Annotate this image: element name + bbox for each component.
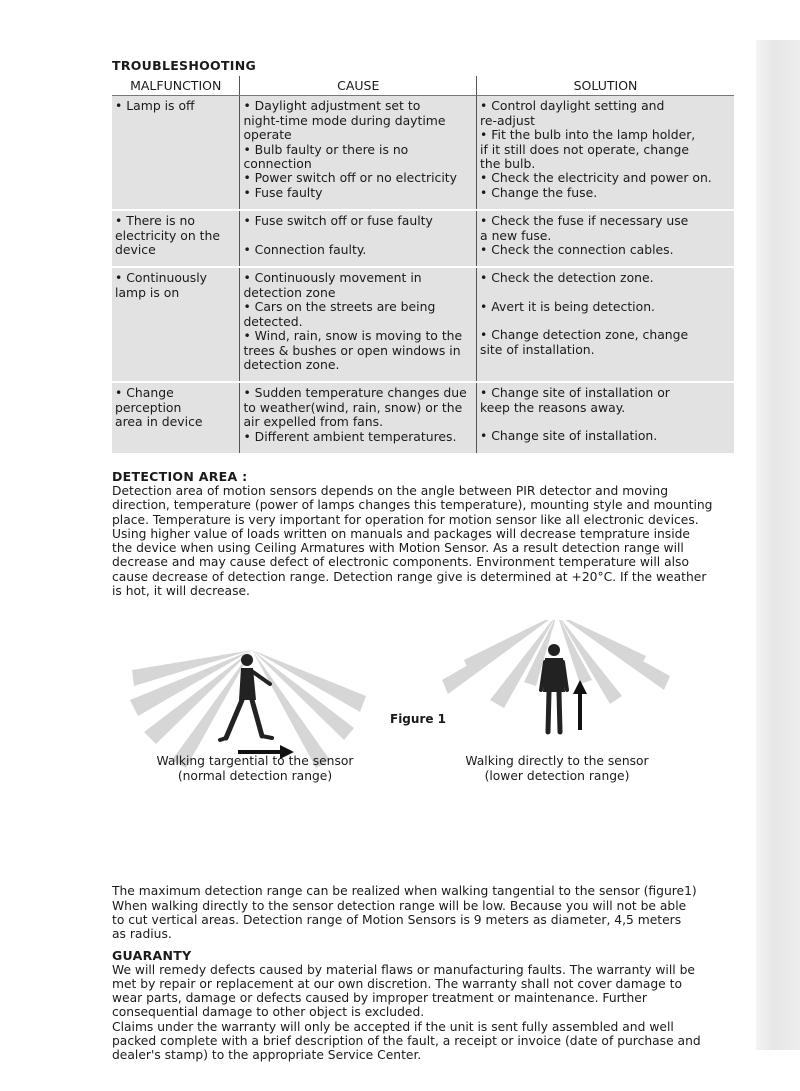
right-figure-caption <box>432 754 682 784</box>
text-line: Claims under the warranty will only be accepted if the unit is sent fully assembled and well <box>112 1019 674 1034</box>
cell-malfunction <box>112 267 240 382</box>
table-row <box>112 210 734 267</box>
cell-line: • Change detection zone, change <box>480 327 689 343</box>
text-line: direction, temperature (power of lamps changes this temperature), mounting style and mounting <box>112 498 713 513</box>
text-line: consequential damage to other object is excluded. <box>112 1005 425 1020</box>
troubleshooting-title: TROUBLESHOOTING <box>112 58 257 73</box>
cell-line: • Different ambient temperatures. <box>243 428 457 444</box>
text-line: When walking directly to the sensor detection range will be low. Because you will not be able <box>112 898 687 913</box>
left-figure-caption <box>130 754 380 784</box>
cell-cause <box>240 210 477 267</box>
text-line: Detection area of motion sensors depends on the angle between PIR detector and moving <box>112 483 669 498</box>
cell-line: detection zone. <box>243 356 340 372</box>
cell-line: • Lamp is off <box>115 98 195 114</box>
text-line: We will remedy defects caused by material flaws or manufacturing faults. The warranty will be <box>112 962 695 977</box>
cell-line: • Power switch off or no electricity <box>243 170 457 186</box>
cell-line: detection zone <box>243 284 336 300</box>
line-gap <box>243 229 473 243</box>
text-line: dealer's stamp) to the appropriate Service Center. <box>112 1048 422 1063</box>
figure-label: Figure 1 <box>390 712 447 727</box>
cell-line: • Cars on the streets are being <box>243 299 436 315</box>
cell-line: • Sudden temperature changes due <box>243 385 467 401</box>
cell-line: • Daylight adjustment set to <box>243 98 421 114</box>
cell-line: • Bulb faulty or there is no <box>243 141 409 157</box>
cell-line: • Change <box>115 385 174 401</box>
cell-line: a new fuse. <box>480 227 552 243</box>
guaranty-text <box>112 963 734 1063</box>
cell-line: detected. <box>243 313 303 329</box>
cell-malfunction <box>112 96 240 210</box>
text-line: decrease and may cause defect of electronic components. Environment temperature will also <box>112 555 689 570</box>
troubleshooting-table <box>112 76 734 455</box>
cell-cause <box>240 382 477 454</box>
text-line: packed complete with a brief description of the fault, a receipt or invoice (date of purchase and <box>112 1033 701 1048</box>
cell-line: • Avert it is being detection. <box>480 298 655 314</box>
cell-line: device <box>115 242 156 258</box>
detection-range-text <box>112 884 734 941</box>
table-row <box>112 96 734 210</box>
text-line: as radius. <box>112 927 172 942</box>
text-line: Using higher value of loads written on manuals and packages will decrease temprature inside <box>112 526 690 541</box>
cell-solution <box>477 96 734 210</box>
cell-cause <box>240 96 477 210</box>
figure-illustration <box>112 620 734 870</box>
cell-line: connection <box>243 156 312 172</box>
cell-line: perception <box>115 399 182 415</box>
cell-line: • There is no <box>115 213 195 229</box>
cell-cause <box>240 267 477 382</box>
cell-line: • Fit the bulb into the lamp holder, <box>480 127 696 143</box>
header-solution: SOLUTION <box>477 76 734 96</box>
table-header-row <box>112 76 734 96</box>
cell-line: re-adjust <box>480 112 536 128</box>
header-malfunction: MALFUNCTION <box>112 76 240 96</box>
text-line: met by repair or replacement at our own discretion. The warranty shall not cover damage to <box>112 976 682 991</box>
line-gap <box>480 415 731 429</box>
page-edge-shadow <box>756 40 800 1050</box>
cell-line: electricity on the <box>115 227 220 243</box>
caption-line: Walking directly to the sensor <box>465 754 649 769</box>
table-body <box>112 96 734 454</box>
cell-line: • Connection faulty. <box>243 241 367 257</box>
cell-line: trees & bushes or open windows in <box>243 342 461 358</box>
caption-line: (normal detection range) <box>177 769 333 784</box>
cell-malfunction <box>112 210 240 267</box>
cell-line: • Change site of installation. <box>480 428 658 444</box>
cell-line: the bulb. <box>480 156 536 172</box>
cell-line: • Control daylight setting and <box>480 98 665 114</box>
cell-solution <box>477 382 734 454</box>
direct-arrow-icon <box>573 680 587 730</box>
walking-person-icon <box>220 654 272 740</box>
cell-line: lamp is on <box>115 284 180 300</box>
cell-malfunction <box>112 382 240 454</box>
guaranty-title: GUARANTY <box>112 947 192 963</box>
cell-line: • Check the detection zone. <box>480 270 654 286</box>
cell-solution <box>477 267 734 382</box>
cell-line: • Continuously movement in <box>243 270 422 286</box>
cell-line: operate <box>243 127 292 143</box>
table-row <box>112 267 734 382</box>
cell-line: • Change the fuse. <box>480 184 598 200</box>
cell-line: • Fuse faulty <box>243 184 323 200</box>
text-line: wear parts, damage or defects caused by improper treatment or maintenance. Further <box>112 991 647 1006</box>
cell-line: • Check the fuse if necessary use <box>480 213 689 229</box>
text-line: place. Temperature is very important for operation for motion sensor like all electronic devices. <box>112 512 699 527</box>
cell-line: • Check the electricity and power on. <box>480 170 712 186</box>
line-gap <box>480 314 731 328</box>
cell-line: area in device <box>115 414 203 430</box>
cell-line: to weather(wind, rain, snow) or the <box>243 399 463 415</box>
cell-line: • Continuously <box>115 270 208 286</box>
cell-line: site of installation. <box>480 341 595 357</box>
cell-line: • Fuse switch off or fuse faulty <box>243 213 433 229</box>
table-row <box>112 382 734 454</box>
detection-area-text <box>112 484 734 598</box>
text-line: the device when using Ceiling Armatures with Motion Sensor. As a result detection range will <box>112 541 684 556</box>
cell-line: air expelled from fans. <box>243 414 384 430</box>
standing-person-icon <box>541 644 567 732</box>
text-line: The maximum detection range can be realized when walking tangential to the sensor (figure1) <box>112 884 697 899</box>
caption-line: Walking targential to the sensor <box>156 754 354 769</box>
caption-line: (lower detection range) <box>484 769 630 784</box>
cell-line: keep the reasons away. <box>480 399 626 415</box>
text-line: to cut vertical areas. Detection range of Motion Sensors is 9 meters as diameter, 4,5 meters <box>112 912 682 927</box>
detection-area-title: DETECTION AREA : <box>112 468 248 484</box>
cell-line: if it still does not operate, change <box>480 141 690 157</box>
text-line: is hot, it will decrease. <box>112 584 250 599</box>
cell-line: • Wind, rain, snow is moving to the <box>243 328 463 344</box>
cell-line: • Check the connection cables. <box>480 242 674 258</box>
cell-line: night-time mode during daytime <box>243 112 446 128</box>
text-line: cause decrease of detection range. Detection range give is determined at +20°C. If the weather <box>112 569 707 584</box>
header-cause: CAUSE <box>240 76 477 96</box>
figure-1 <box>112 620 734 870</box>
line-gap <box>480 286 731 300</box>
manual-page <box>112 58 734 1063</box>
cell-solution <box>477 210 734 267</box>
cell-line: • Change site of installation or <box>480 385 670 401</box>
